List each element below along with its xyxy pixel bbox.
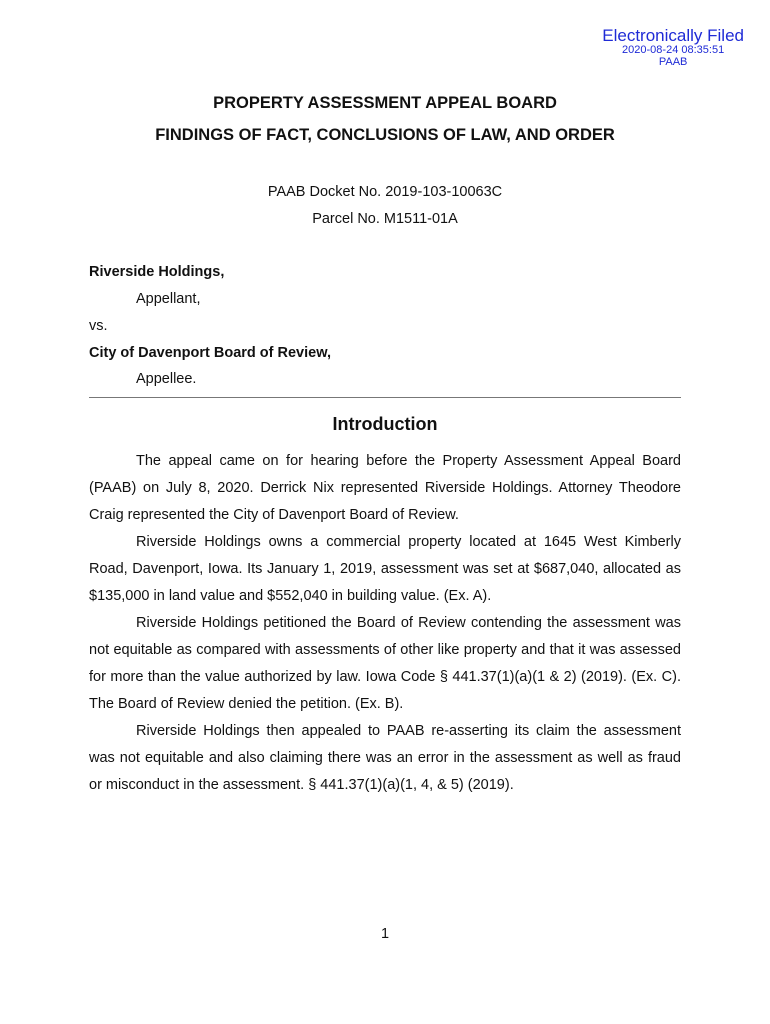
- docket-number: PAAB Docket No. 2019-103-10063C: [267, 184, 503, 200]
- electronic-filing-stamp: [602, 27, 744, 68]
- board-title: PROPERTY ASSESSMENT APPEAL BOARD: [213, 94, 557, 112]
- page-number: 1: [380, 926, 390, 942]
- paragraph: Riverside Holdings then appealed to PAAB re-asserting its claim the assessment was not equitable and also claiming there was an error in the assessment as well as fraud or misconduct in the assessment. § 441.37(1)(a)(1, 4, & 5) (2019).: [89, 723, 681, 793]
- section-heading-introduction: Introduction: [332, 414, 438, 434]
- paragraph: Riverside Holdings petitioned the Board of Review contending the assessment was not equitable as compared with assessments of other like property and that it was assessed for more than the value authorized by law. Iowa Code § 441.37(1)(a)(1 & 2) (2019). (Ex. C). The Board of Review denied the petition. (Ex. B).: [89, 615, 681, 712]
- caption-divider: [89, 397, 681, 398]
- paragraph: Riverside Holdings owns a commercial property located at 1645 West Kimberly Road, Davenport, Iowa. Its January 1, 2019, assessment was set at $687,040, allocated as $135,000 in land value and $552,040 in building value. (Ex. A).: [89, 534, 681, 604]
- stamp-agency: PAAB: [658, 56, 688, 68]
- document-title: FINDINGS OF FACT, CONCLUSIONS OF LAW, AND ORDER: [155, 126, 615, 144]
- introduction-body: [89, 448, 681, 799]
- versus-label: vs.: [89, 318, 108, 334]
- appellant-name: Riverside Holdings,: [89, 264, 225, 280]
- appellee-role: Appellee.: [136, 371, 197, 387]
- parcel-number: Parcel No. M1511-01A: [312, 211, 458, 227]
- appellee-name: City of Davenport Board of Review,: [89, 345, 331, 361]
- paragraph: The appeal came on for hearing before the Property Assessment Appeal Board (PAAB) on July 8, 2020. Derrick Nix represented Riverside Holdings. Attorney Theodore Craig represented the City of Davenport Board of Review.: [89, 453, 681, 523]
- stamp-title: Electronically Filed: [602, 26, 744, 45]
- stamp-datetime: 2020-08-24 08:35:51: [622, 44, 725, 56]
- appellant-role: Appellant,: [136, 291, 201, 307]
